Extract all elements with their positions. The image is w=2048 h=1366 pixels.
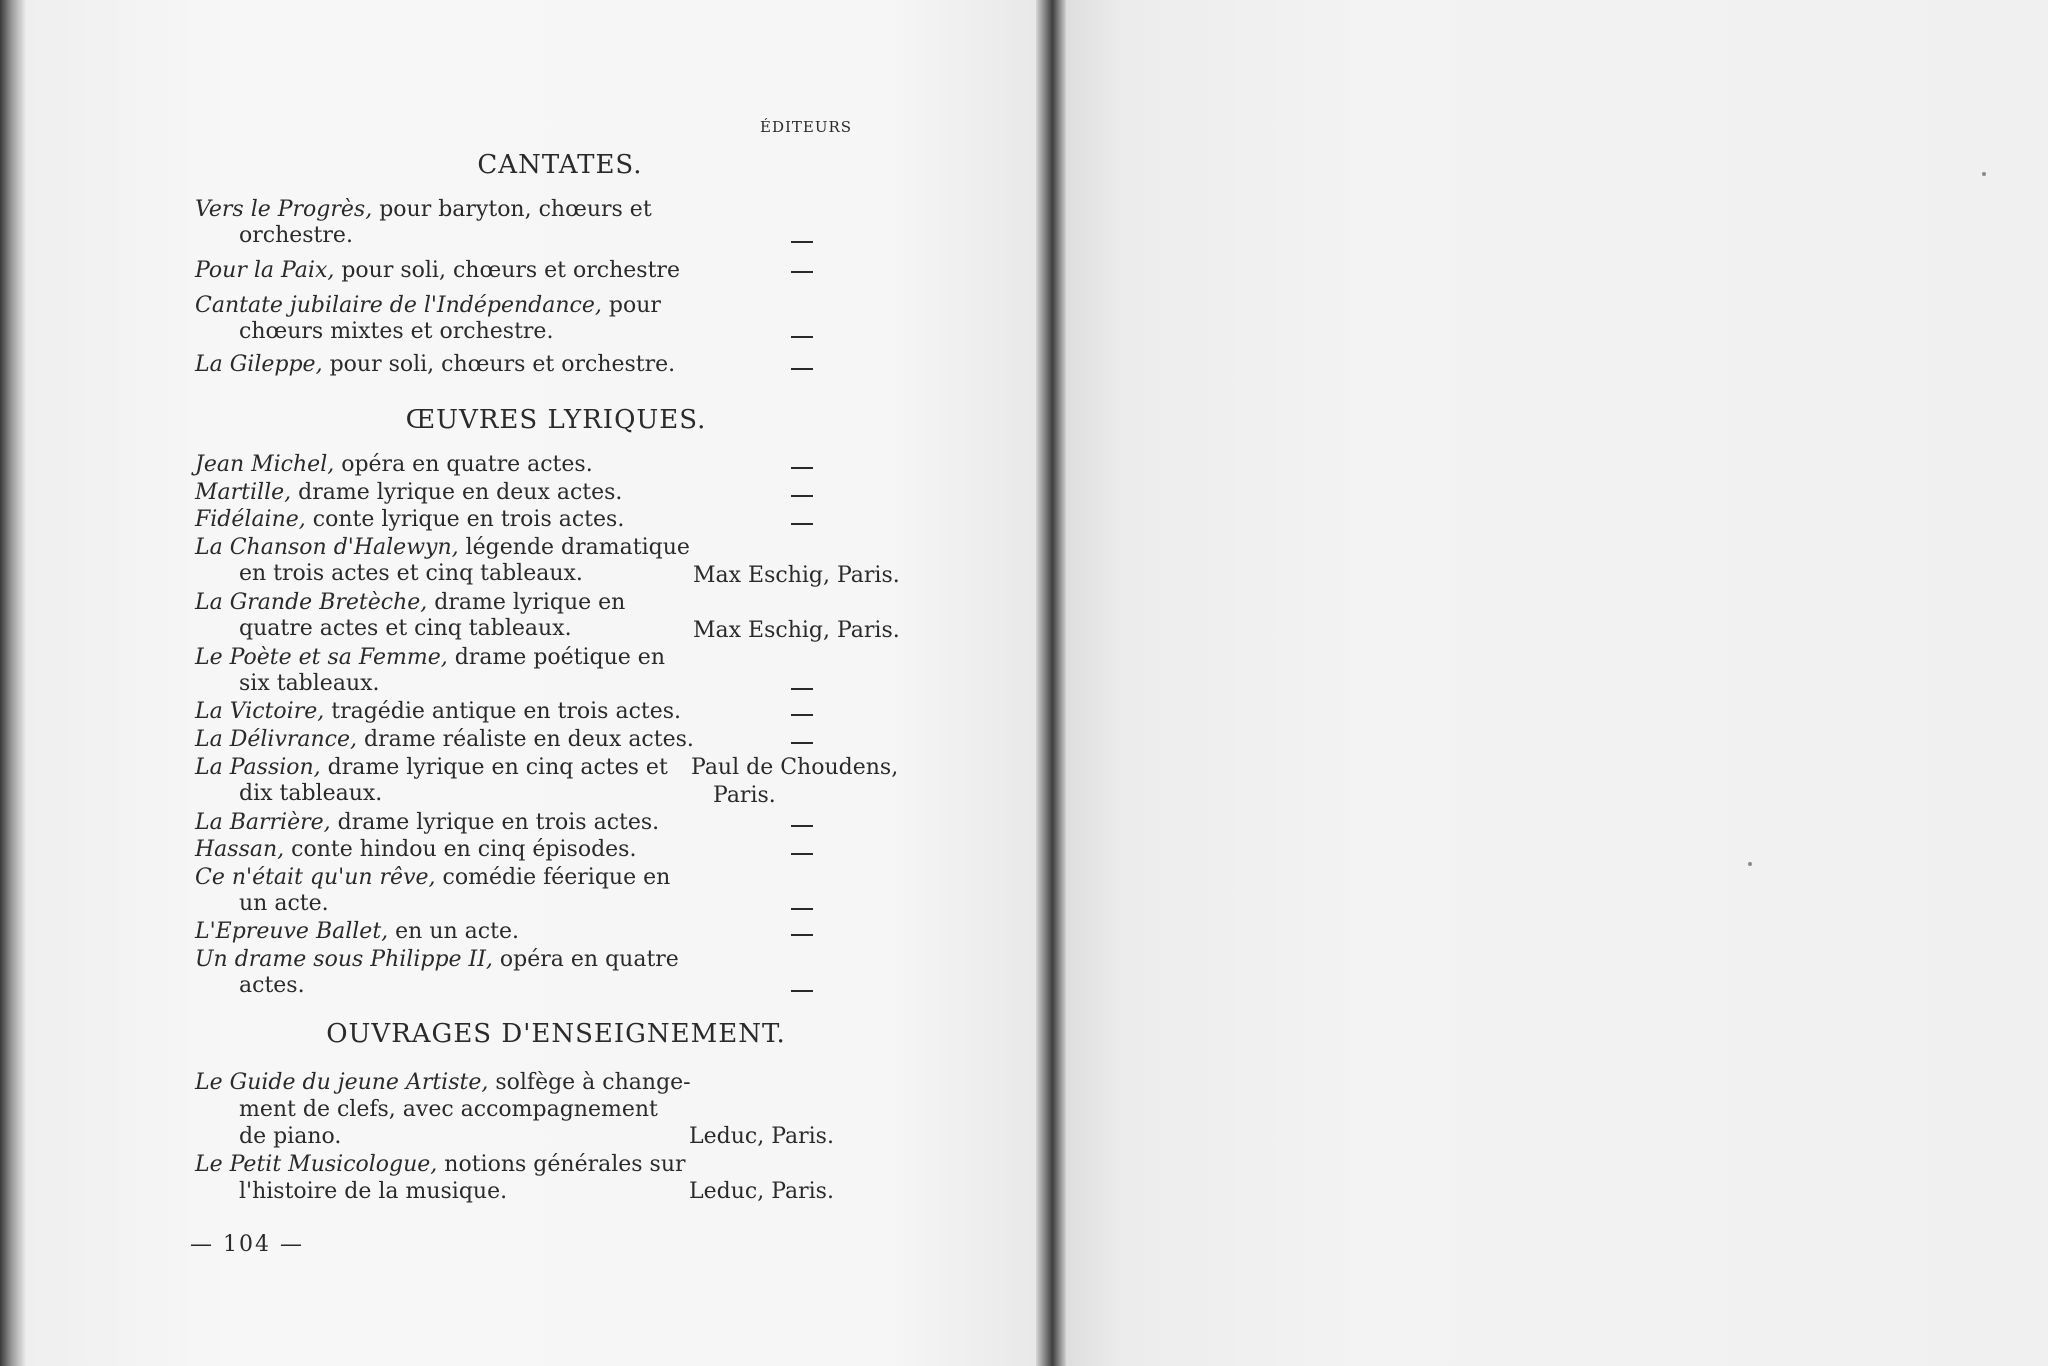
paper-speck bbox=[1982, 172, 1986, 176]
work-title: La Chanson d'Halewyn, bbox=[195, 535, 459, 560]
work-description-continued: six tableaux. bbox=[239, 671, 380, 696]
section-heading-ouvrages-enseignement: OUVRAGES D'ENSEIGNEMENT. bbox=[326, 1019, 786, 1049]
work-title: Cantate jubilaire de l'Indépendance, bbox=[195, 293, 602, 318]
publisher-ditto-dash bbox=[791, 714, 813, 716]
publisher-ditto-dash bbox=[791, 688, 813, 690]
work-title: Martille, bbox=[195, 480, 292, 505]
paper-speck bbox=[1748, 862, 1752, 866]
work-description: pour bbox=[601, 293, 661, 318]
work-title: Vers le Progrès, bbox=[195, 197, 373, 222]
work-description: opéra en quatre bbox=[492, 947, 679, 972]
work-description: opéra en quatre actes. bbox=[334, 452, 593, 477]
publisher-city: Paris. bbox=[713, 783, 776, 808]
work-description: en un acte. bbox=[388, 919, 519, 944]
publisher-ditto-dash bbox=[791, 523, 813, 525]
publisher-name: Leduc, Paris. bbox=[689, 1124, 834, 1149]
work-description: tragédie antique en trois actes. bbox=[324, 699, 682, 724]
work-description: solfège à change- bbox=[488, 1070, 691, 1095]
work-description-continued: chœurs mixtes et orchestre. bbox=[239, 319, 554, 344]
publisher-ditto-dash bbox=[791, 825, 813, 827]
work-title: Jean Michel, bbox=[195, 452, 335, 477]
work-description: drame lyrique en cinq actes et bbox=[320, 755, 668, 780]
publisher-ditto-dash bbox=[791, 853, 813, 855]
section-heading-cantates: CANTATES. bbox=[477, 150, 643, 180]
publisher-name: Max Eschig, Paris. bbox=[693, 563, 900, 588]
work-title: La Barrière, bbox=[195, 810, 331, 835]
work-description: drame lyrique en deux actes. bbox=[291, 480, 623, 505]
publisher-ditto-dash bbox=[791, 495, 813, 497]
publisher-name: Leduc, Paris. bbox=[689, 1179, 834, 1204]
work-description: drame poétique en bbox=[447, 645, 665, 670]
work-description-continued: quatre actes et cinq tableaux. bbox=[239, 616, 572, 641]
work-description: légende dramatique bbox=[458, 535, 690, 560]
publisher-ditto-dash bbox=[791, 241, 813, 243]
work-description: conte lyrique en trois actes. bbox=[305, 507, 625, 532]
work-description: pour soli, chœurs et orchestre bbox=[334, 258, 680, 283]
publisher-ditto-dash bbox=[791, 271, 813, 273]
work-description: pour soli, chœurs et orchestre. bbox=[322, 352, 676, 377]
section-heading-oeuvres-lyriques: ŒUVRES LYRIQUES. bbox=[405, 405, 707, 435]
publisher-ditto-dash bbox=[791, 336, 813, 338]
book-left-edge bbox=[0, 0, 26, 1366]
work-description: conte hindou en cinq épisodes. bbox=[284, 837, 637, 862]
work-description-continued: ment de clefs, avec accompagnement bbox=[239, 1097, 658, 1122]
work-description-continued: actes. bbox=[239, 973, 305, 998]
publisher-ditto-dash bbox=[791, 742, 813, 744]
work-description: drame réaliste en deux actes. bbox=[357, 727, 694, 752]
work-title: La Grande Bretèche, bbox=[195, 590, 428, 615]
work-title: Pour la Paix, bbox=[195, 258, 335, 283]
work-description-continued: en trois actes et cinq tableaux. bbox=[239, 561, 583, 586]
right-page bbox=[1062, 0, 2048, 1366]
work-description-continued: de piano. bbox=[239, 1124, 342, 1149]
publisher-ditto-dash bbox=[791, 990, 813, 992]
work-title: La Gileppe, bbox=[195, 352, 323, 377]
work-description-continued: un acte. bbox=[239, 891, 329, 916]
work-title: La Victoire, bbox=[195, 699, 325, 724]
work-description-continued: orchestre. bbox=[239, 223, 353, 248]
work-title: Ce n'était qu'un rêve, bbox=[195, 865, 436, 890]
work-title: Un drame sous Philippe II, bbox=[195, 947, 493, 972]
work-description: pour baryton, chœurs et bbox=[372, 197, 652, 222]
work-title: L'Epreuve Ballet, bbox=[195, 919, 389, 944]
book-gutter bbox=[1036, 0, 1066, 1366]
work-title: Le Poète et sa Femme, bbox=[195, 645, 448, 670]
publisher-ditto-dash bbox=[791, 908, 813, 910]
work-description: comédie féerique en bbox=[435, 865, 671, 890]
publisher-ditto-dash bbox=[791, 934, 813, 936]
work-description-continued: dix tableaux. bbox=[239, 781, 383, 806]
publishers-column-header: ÉDITEURS bbox=[760, 118, 853, 136]
publisher-name: Max Eschig, Paris. bbox=[693, 618, 900, 643]
work-title: Le Guide du jeune Artiste, bbox=[195, 1070, 489, 1095]
work-description: notions générales sur bbox=[437, 1152, 686, 1177]
page-number: — 104 — bbox=[190, 1232, 304, 1257]
work-title: Le Petit Musicologue, bbox=[195, 1152, 438, 1177]
work-title: Hassan, bbox=[195, 837, 285, 862]
work-title: La Délivrance, bbox=[195, 727, 358, 752]
work-title: La Passion, bbox=[195, 755, 321, 780]
work-description: drame lyrique en trois actes. bbox=[330, 810, 660, 835]
publisher-name: Paul de Choudens, bbox=[691, 755, 899, 780]
publisher-ditto-dash bbox=[791, 467, 813, 469]
work-description-continued: l'histoire de la musique. bbox=[239, 1179, 508, 1204]
work-description: drame lyrique en bbox=[427, 590, 626, 615]
publisher-ditto-dash bbox=[791, 368, 813, 370]
work-title: Fidélaine, bbox=[195, 507, 306, 532]
